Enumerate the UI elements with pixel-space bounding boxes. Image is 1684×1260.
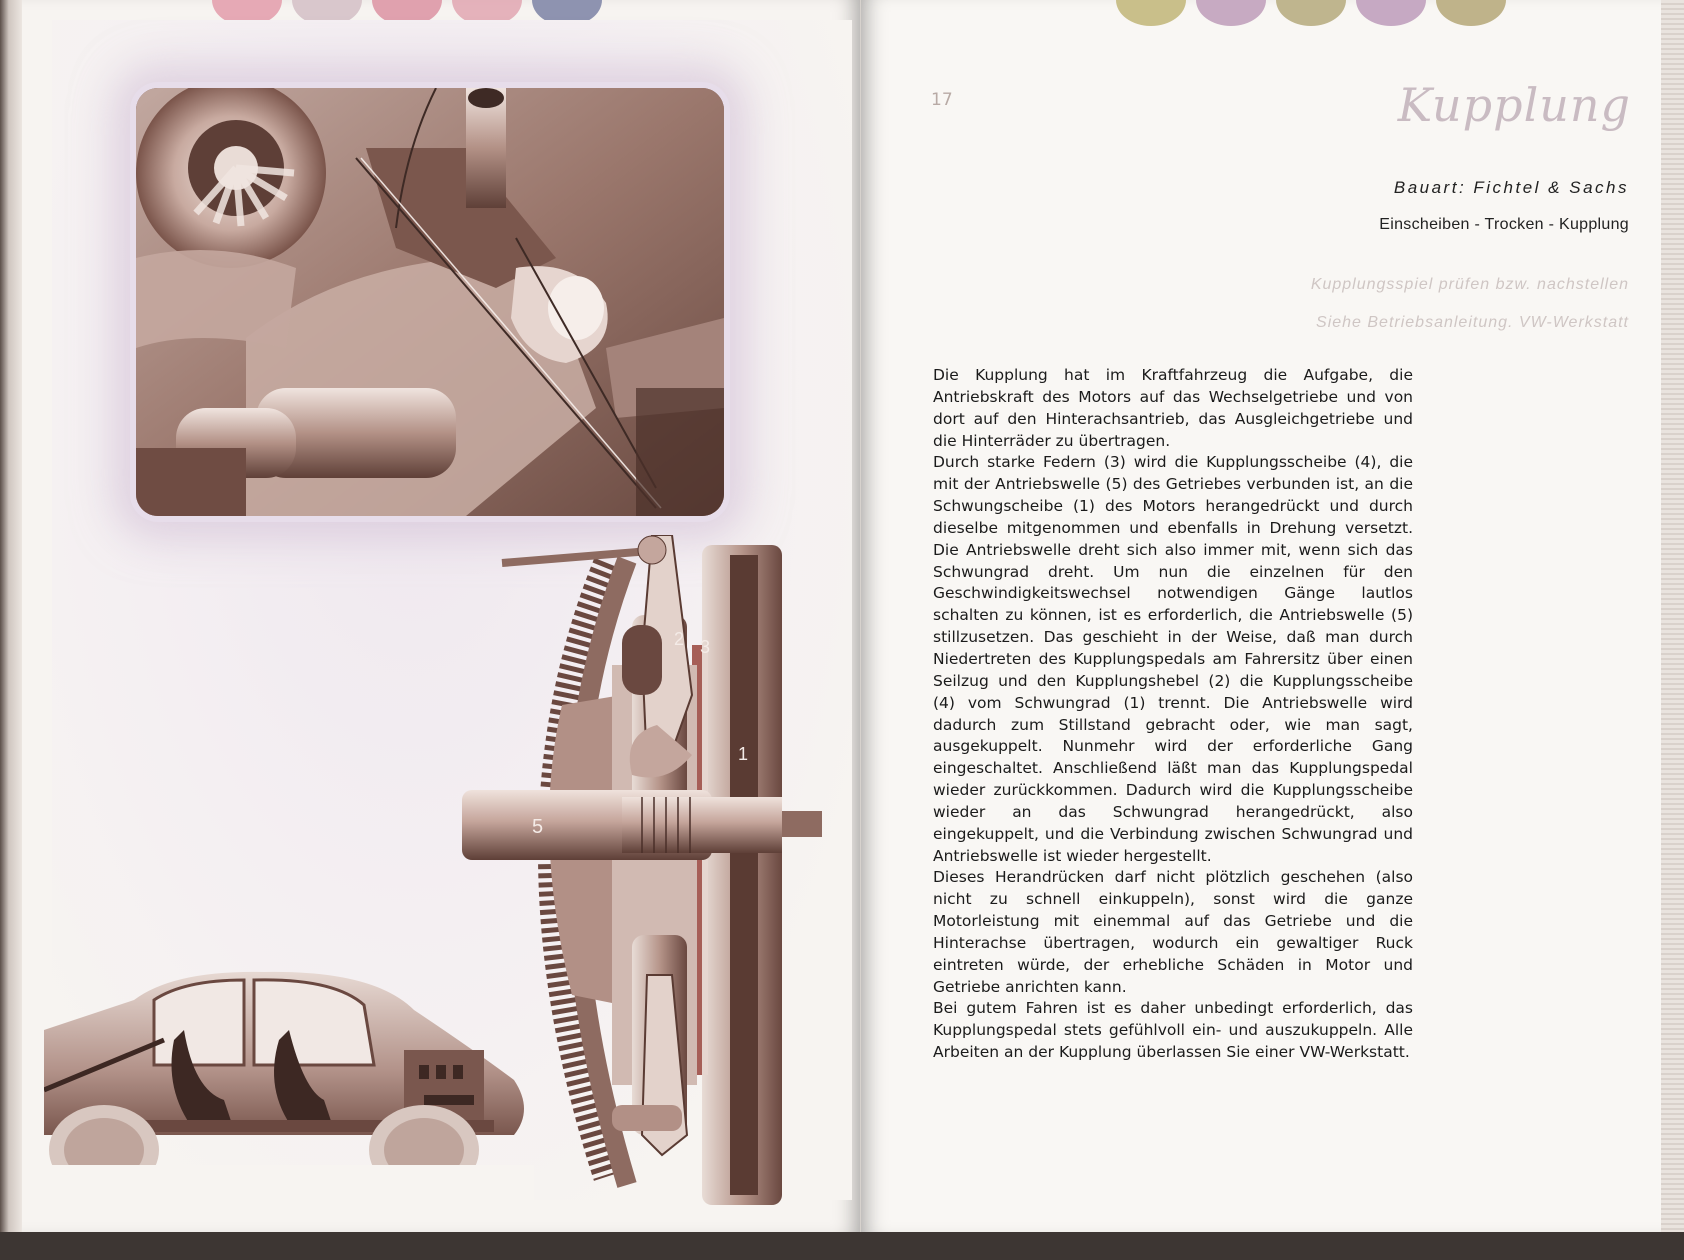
book-edge-right [1661, 0, 1684, 1232]
diagram-label-5: 5 [532, 816, 544, 838]
make-label: Bauart: Fichtel & Sachs [1393, 178, 1629, 197]
page-number: 17 [931, 90, 953, 110]
paragraph: Dieses Herandrücken darf nicht plötzlich geschehen (also nicht zu schnell einkuppeln), sonst wird die ganze Motorleistung mit einemmal auf das Getriebe und die Hinterachse übertragen, wodurch ein gewaltiger Ruck eintreten würde, der erhebliche Schäden in Motor und Getriebe anrichten kann. [933, 868, 1413, 996]
color-tab [1356, 0, 1426, 26]
page-title: Kupplung [1397, 78, 1631, 132]
color-tab [1436, 0, 1506, 26]
paragraph: Die Kupplung hat im Kraftfahrzeug die Aufgabe, die Antriebskraft des Motors auf das Wechselgetriebe und von dort auf den Hinterachsantrieb, das Ausgleichgetriebe und die Hinterräder zu übertragen. [933, 366, 1413, 450]
color-tab [1116, 0, 1186, 26]
left-page [22, 0, 861, 1232]
color-tab [1196, 0, 1266, 26]
diagram-label-3: 3 [700, 637, 711, 657]
background-strip [0, 1232, 1684, 1260]
diagram-label-2: 2 [674, 629, 685, 649]
service-note-line1: Kupplungsspiel prüfen bzw. nachstellen [1310, 276, 1629, 293]
color-tab [1276, 0, 1346, 26]
paragraph: Durch starke Federn (3) wird die Kupplungsscheibe (4), die mit der Antriebswelle (5) des Getriebes verbunden ist, an die Schwungscheibe (1) des Motors herangedrückt und durch dieselbe mitgenommen und ebenfalls in Drehung versetzt. Die Antriebswelle dreht sich also immer mit, wenn sich das Schwungrad dreht. Um nun die einzelnen für den Geschwindigkeitswechsel notwendigen Gänge lautlos schalten zu können, ist es erforderlich, die Antriebswelle (5) stillzusetzen. Das geschieht in der Weise, daß man durch Niedertreten des Kupplungspedals am Fahrersitz über einen Seilzug und den Kupplungshebel (2) die Kupplungsscheibe (4) vom Schwungrad (1) trennt. Die Antriebswelle wird dadurch zum Stillstand gebracht oder, wie man sagt, ausgekuppelt. Nunmehr wird der erforderliche Gang eingeschaltet. Anschließend läßt man das Kupplungspedal wieder zurückkommen. Dadurch wird die Kupplungsscheibe wieder an das Schwungrad herangedrückt, also eingekuppelt, und die Verbindung zwischen Schwungrad und Antriebswelle ist wieder hergestellt. [933, 453, 1413, 865]
paragraph: Bei gutem Fahren ist es daher unbedingt erforderlich, das Kupplungspedal stets gefühlvoll ein- und auszukuppeln. Alle Arbeiten an der Kupplung überlassen Sie einer VW-Werkstatt. [933, 999, 1413, 1062]
car-cutaway-illustration [44, 970, 534, 1200]
service-note-line2: Siehe Betriebsanleitung. VW-Werkstatt [1316, 314, 1629, 331]
engine-photo [136, 88, 724, 516]
book-edge-left [0, 0, 22, 1232]
type-label: Einscheiben - Trocken - Kupplung [1379, 216, 1629, 233]
right-page [861, 0, 1661, 1232]
body-text [933, 365, 1413, 1064]
diagram-label-1: 1 [738, 744, 749, 764]
